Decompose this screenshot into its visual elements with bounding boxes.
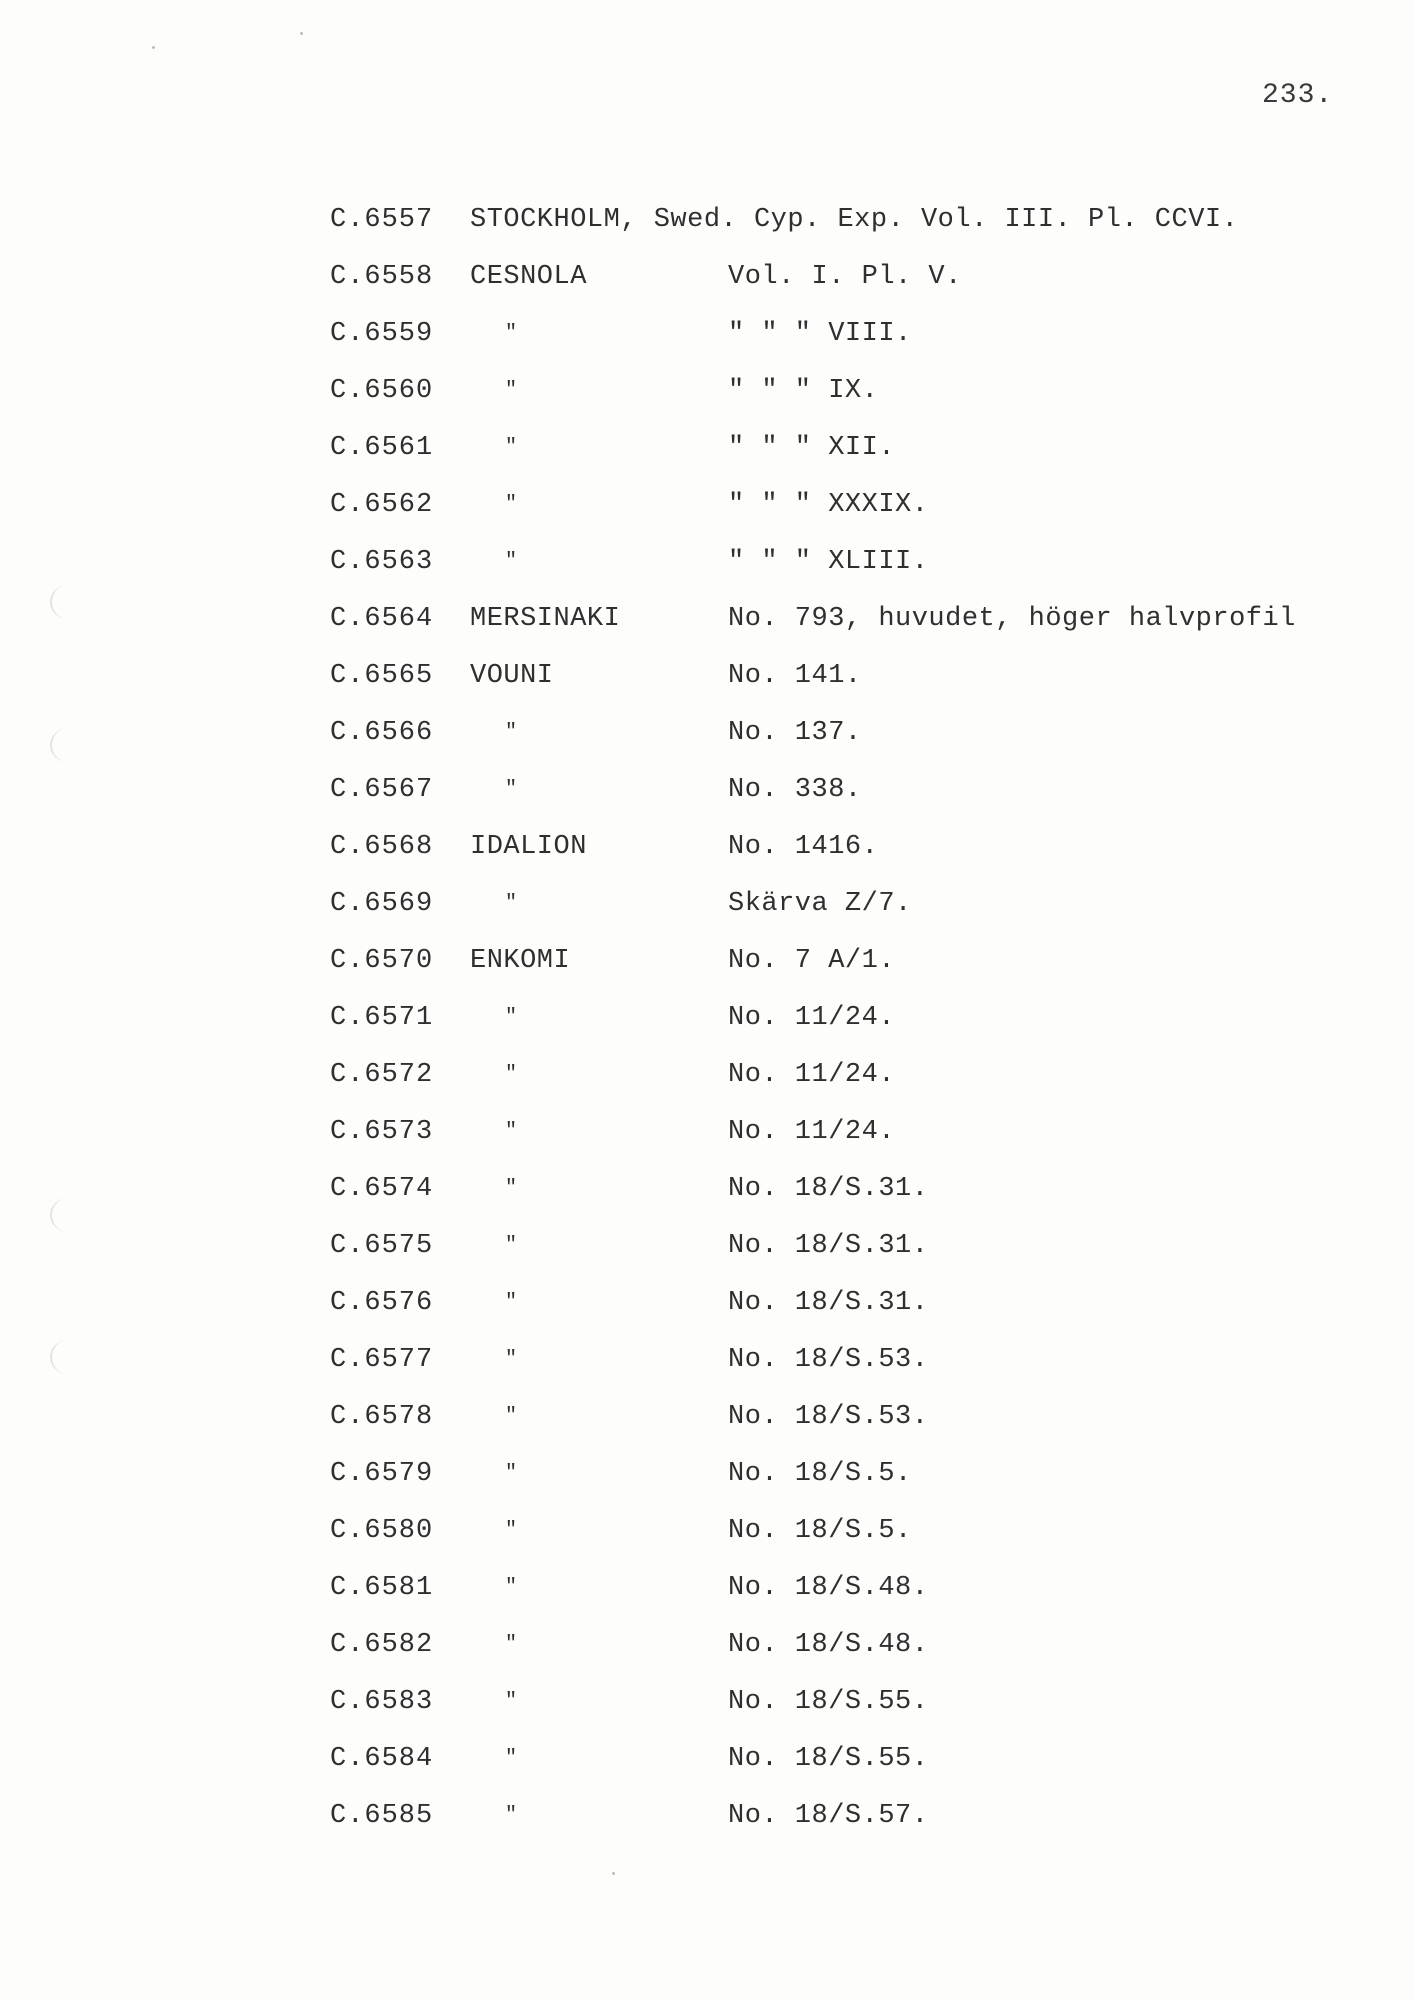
catalog-row xyxy=(330,1682,1390,1739)
site-name: CESNOLA xyxy=(470,262,587,292)
catalog-number: C.6580 xyxy=(330,1516,434,1546)
ditto-mark: " xyxy=(505,1519,518,1542)
catalog-number: C.6572 xyxy=(330,1060,434,1090)
site-name: ENKOMI xyxy=(470,946,571,976)
ditto-mark: " xyxy=(505,892,518,915)
ditto-mark: " xyxy=(505,721,518,744)
site-name: MERSINAKI xyxy=(470,604,621,634)
reference-text: Skärva Z/7. xyxy=(728,889,912,919)
catalog-number: C.6584 xyxy=(330,1744,434,1774)
catalog-number: C.6581 xyxy=(330,1573,434,1603)
ditto-mark: " xyxy=(505,1804,518,1827)
catalog-number: C.6571 xyxy=(330,1003,434,1033)
reference-text: No. 18/S.31. xyxy=(728,1288,929,1318)
catalog-row xyxy=(330,713,1390,770)
reference-text: No. 18/S.57. xyxy=(728,1801,929,1831)
reference-text: " " " VIII. xyxy=(728,319,912,349)
catalog-number: C.6569 xyxy=(330,889,434,919)
catalog-row xyxy=(330,941,1390,998)
catalog-row xyxy=(330,1511,1390,1568)
catalog-number: C.6566 xyxy=(330,718,434,748)
ditto-mark: " xyxy=(505,1291,518,1314)
catalog-number: C.6575 xyxy=(330,1231,434,1261)
ditto-mark: " xyxy=(505,1405,518,1428)
catalog-row xyxy=(330,1796,1390,1853)
reference-text: No. 793, huvudet, höger halvprofil xyxy=(728,604,1296,634)
punch-hole-mark xyxy=(50,585,86,619)
catalog-row xyxy=(330,1169,1390,1226)
catalog-number: C.6562 xyxy=(330,490,434,520)
ditto-mark: " xyxy=(505,1120,518,1143)
catalog-number: C.6570 xyxy=(330,946,434,976)
catalog-number: C.6559 xyxy=(330,319,434,349)
paper-speck xyxy=(152,46,155,49)
catalog-row xyxy=(330,542,1390,599)
catalog-row xyxy=(330,656,1390,713)
page-number: 233. xyxy=(1262,80,1334,111)
punch-hole-mark xyxy=(50,728,86,762)
ditto-mark: " xyxy=(505,1576,518,1599)
catalog-number: C.6578 xyxy=(330,1402,434,1432)
reference-text: Vol. I. Pl. V. xyxy=(728,262,962,292)
ditto-mark: " xyxy=(505,550,518,573)
reference-text: No. 137. xyxy=(728,718,862,748)
ditto-mark: " xyxy=(505,1462,518,1485)
ditto-mark: " xyxy=(505,379,518,402)
paper-speck xyxy=(612,1872,615,1875)
catalog-row xyxy=(330,371,1390,428)
catalog-number: C.6576 xyxy=(330,1288,434,1318)
punch-hole-mark xyxy=(50,1198,86,1232)
reference-text: No. 11/24. xyxy=(728,1003,896,1033)
reference-text: No. 18/S.55. xyxy=(728,1744,929,1774)
punch-hole-mark xyxy=(50,1340,86,1374)
catalog-number: C.6568 xyxy=(330,832,434,862)
catalog-row xyxy=(330,1226,1390,1283)
reference-text: " " " XLIII. xyxy=(728,547,929,577)
catalog-row xyxy=(330,1739,1390,1796)
catalog-number: C.6557 xyxy=(330,205,434,235)
paper-speck xyxy=(300,32,303,35)
ditto-mark: " xyxy=(505,1633,518,1656)
catalog-row xyxy=(330,1340,1390,1397)
catalog-number: C.6583 xyxy=(330,1687,434,1717)
catalog-row xyxy=(330,485,1390,542)
catalog-row xyxy=(330,257,1390,314)
catalog-row xyxy=(330,1055,1390,1112)
reference-text: No. 18/S.48. xyxy=(728,1573,929,1603)
catalog-number: C.6573 xyxy=(330,1117,434,1147)
catalog-number: C.6560 xyxy=(330,376,434,406)
catalog-row xyxy=(330,200,1390,257)
reference-text: No. 18/S.53. xyxy=(728,1345,929,1375)
catalog-row xyxy=(330,827,1390,884)
reference-text: No. 11/24. xyxy=(728,1117,896,1147)
ditto-mark: " xyxy=(505,1348,518,1371)
catalog-number: C.6564 xyxy=(330,604,434,634)
catalog-row xyxy=(330,998,1390,1055)
catalog-row xyxy=(330,314,1390,371)
reference-text: " " " IX. xyxy=(728,376,879,406)
ditto-mark: " xyxy=(505,1234,518,1257)
catalog-number: C.6579 xyxy=(330,1459,434,1489)
catalog-row xyxy=(330,1625,1390,1682)
catalog-list xyxy=(330,200,1390,1853)
ditto-mark: " xyxy=(505,778,518,801)
reference-text: No. 18/S.55. xyxy=(728,1687,929,1717)
catalog-number: C.6567 xyxy=(330,775,434,805)
catalog-number: C.6563 xyxy=(330,547,434,577)
reference-text: " " " XII. xyxy=(728,433,896,463)
site-name: STOCKHOLM, Swed. Cyp. Exp. Vol. III. Pl. CCVI. xyxy=(470,205,1239,235)
catalog-number: C.6558 xyxy=(330,262,434,292)
reference-text: " " " XXXIX. xyxy=(728,490,929,520)
reference-text: No. 1416. xyxy=(728,832,879,862)
catalog-row xyxy=(330,770,1390,827)
reference-text: No. 7 A/1. xyxy=(728,946,896,976)
catalog-row xyxy=(330,1397,1390,1454)
catalog-number: C.6574 xyxy=(330,1174,434,1204)
ditto-mark: " xyxy=(505,322,518,345)
reference-text: No. 18/S.53. xyxy=(728,1402,929,1432)
catalog-row xyxy=(330,599,1390,656)
ditto-mark: " xyxy=(505,1690,518,1713)
ditto-mark: " xyxy=(505,493,518,516)
catalog-number: C.6577 xyxy=(330,1345,434,1375)
reference-text: No. 18/S.31. xyxy=(728,1231,929,1261)
reference-text: No. 338. xyxy=(728,775,862,805)
ditto-mark: " xyxy=(505,1006,518,1029)
reference-text: No. 18/S.5. xyxy=(728,1516,912,1546)
ditto-mark: " xyxy=(505,1177,518,1200)
reference-text: No. 141. xyxy=(728,661,862,691)
reference-text: No. 11/24. xyxy=(728,1060,896,1090)
site-name: VOUNI xyxy=(470,661,554,691)
site-name: IDALION xyxy=(470,832,587,862)
ditto-mark: " xyxy=(505,436,518,459)
catalog-number: C.6565 xyxy=(330,661,434,691)
ditto-mark: " xyxy=(505,1747,518,1770)
catalog-number: C.6561 xyxy=(330,433,434,463)
reference-text: No. 18/S.48. xyxy=(728,1630,929,1660)
catalog-row xyxy=(330,1454,1390,1511)
reference-text: No. 18/S.5. xyxy=(728,1459,912,1489)
catalog-number: C.6585 xyxy=(330,1801,434,1831)
catalog-row xyxy=(330,428,1390,485)
catalog-row xyxy=(330,1568,1390,1625)
catalog-row xyxy=(330,1283,1390,1340)
catalog-row xyxy=(330,884,1390,941)
ditto-mark: " xyxy=(505,1063,518,1086)
catalog-row xyxy=(330,1112,1390,1169)
catalog-number: C.6582 xyxy=(330,1630,434,1660)
reference-text: No. 18/S.31. xyxy=(728,1174,929,1204)
